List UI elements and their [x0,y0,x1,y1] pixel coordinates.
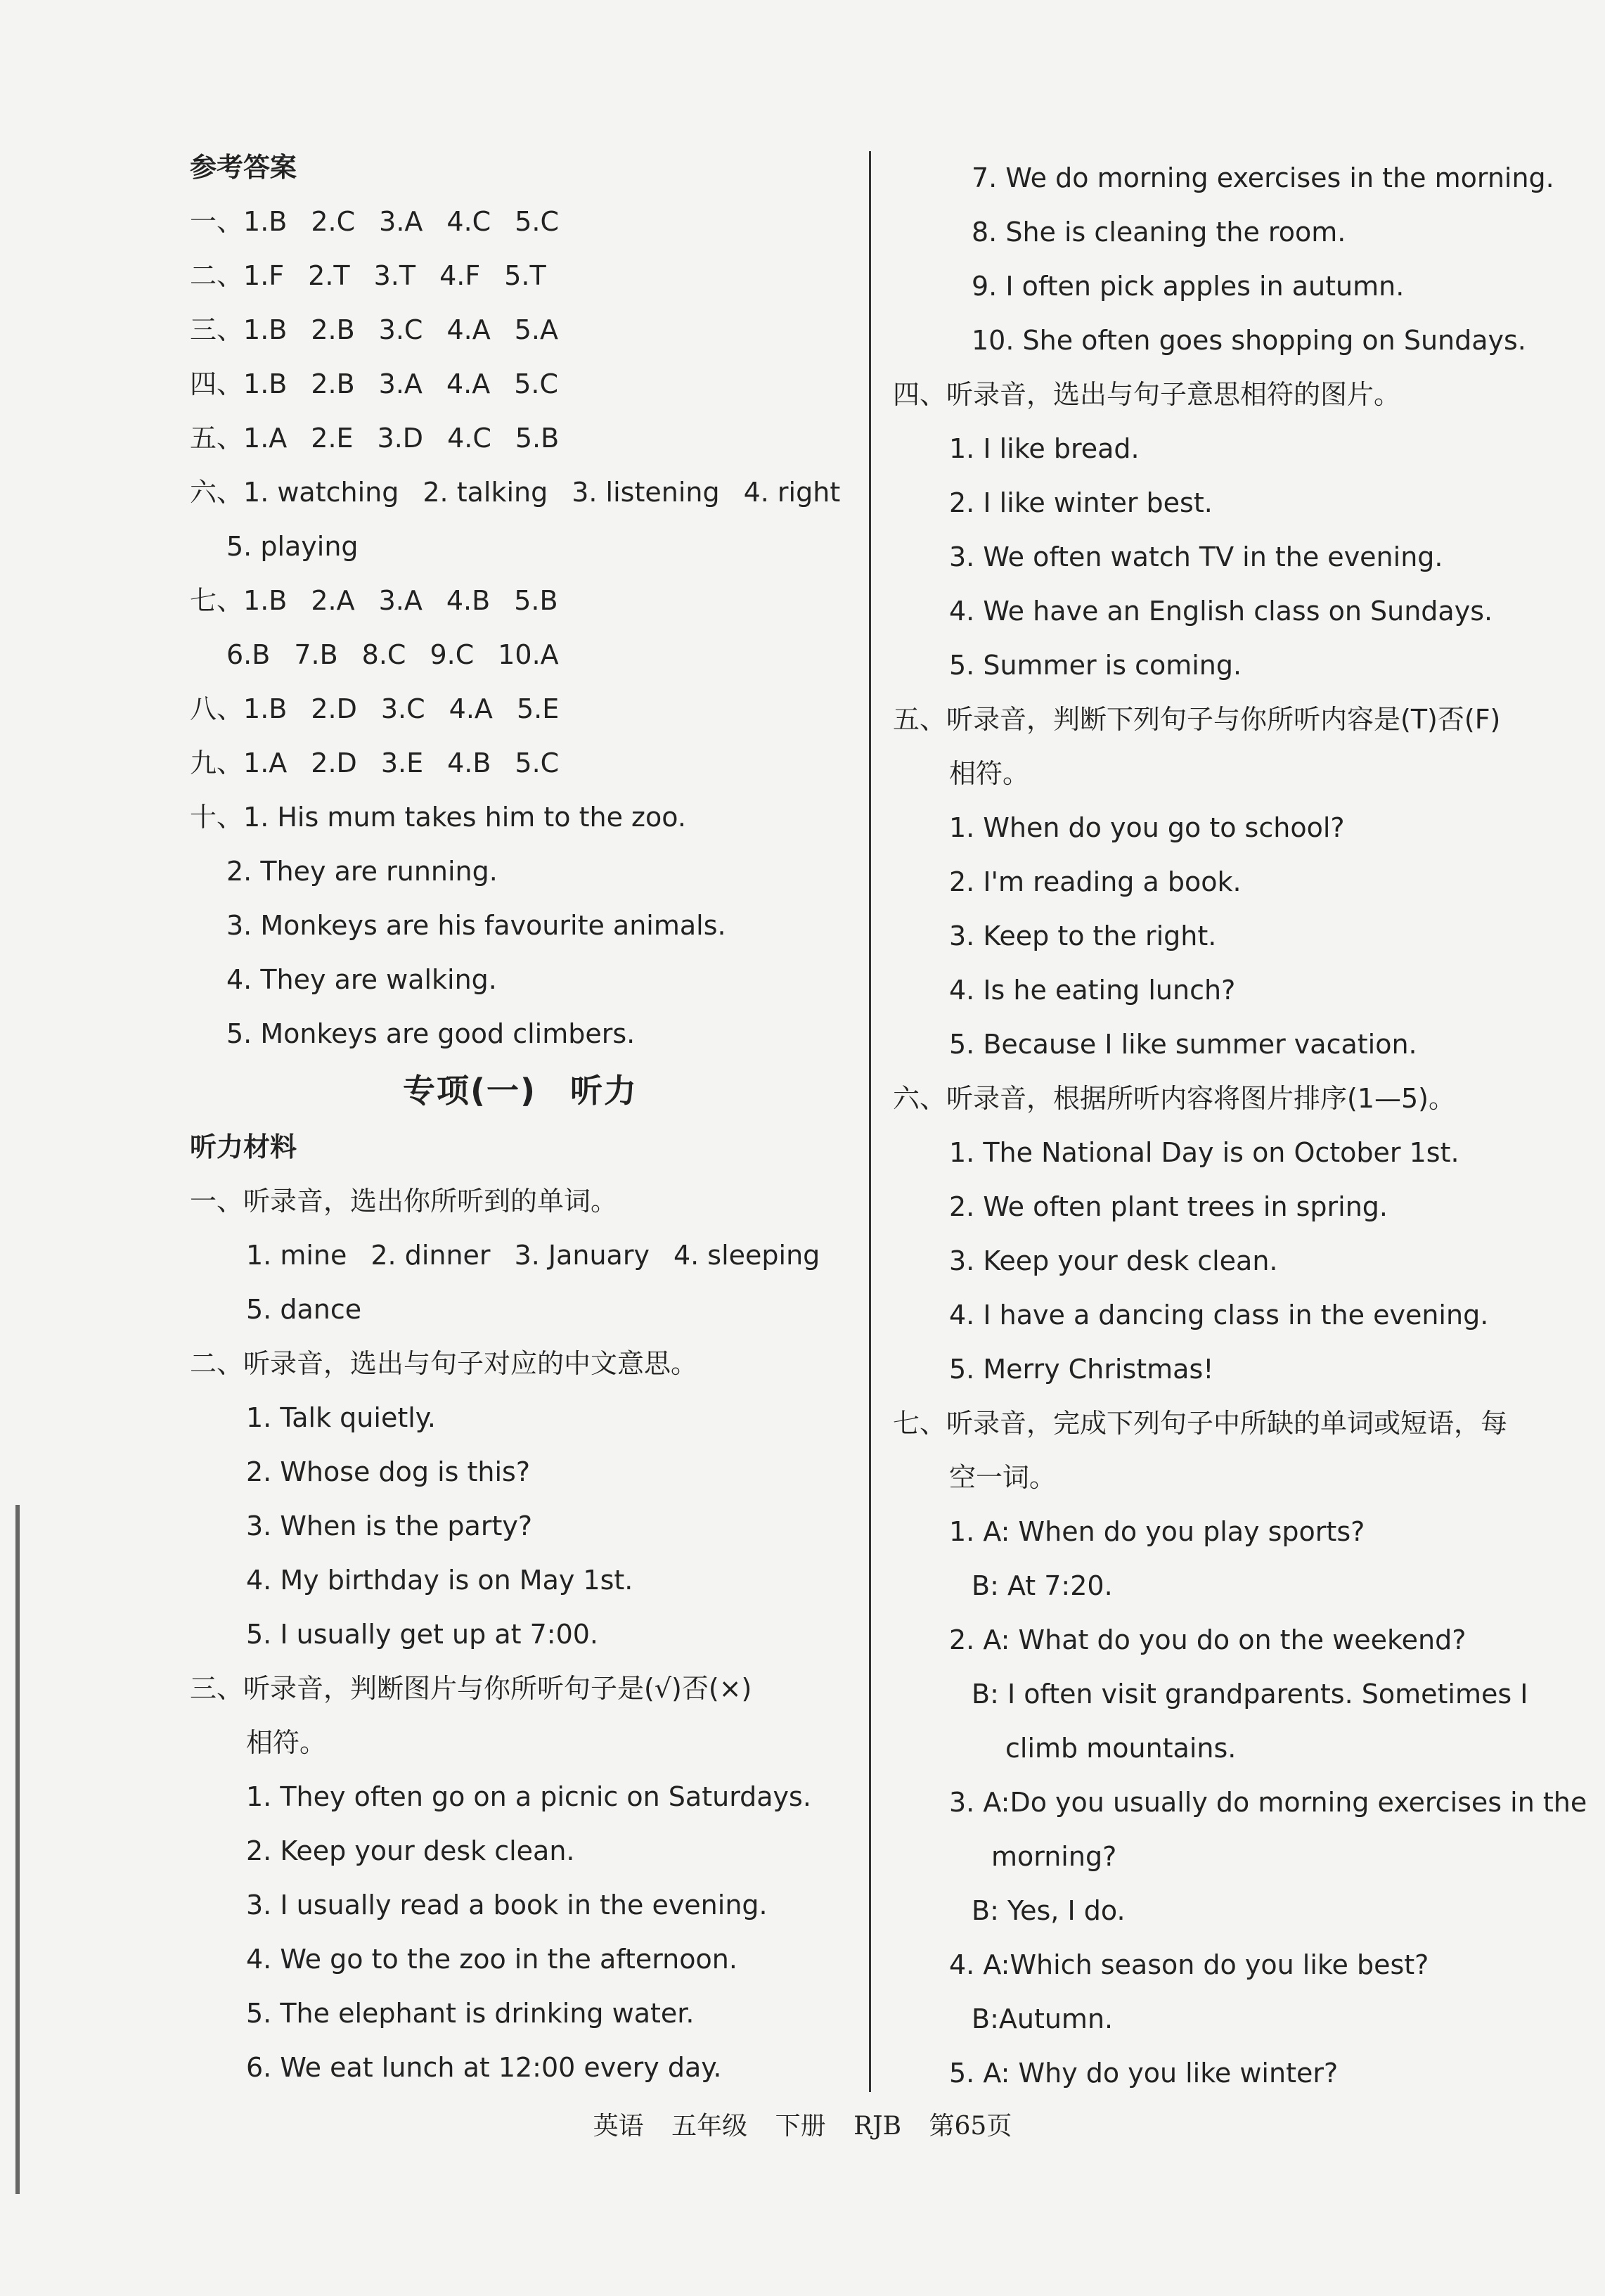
answer-row-3: 三、1.B 2.B 3.C 4.A 5.A [190,314,558,345]
section-2-item: 4. My birthday is on May 1st. [246,1565,633,1596]
section-7-title-cont: 空一词。 [949,1462,1057,1493]
section-3-title: 三、听录音，判断图片与你所听句子是(√)否(×) [190,1673,752,1704]
section-5-item: 5. Because I like summer vacation. [949,1029,1417,1060]
section-3-item: 10. She often goes shopping on Sundays. [972,325,1526,356]
answer-row-6-cont: 5. playing [226,531,359,562]
section-5-item: 3. Keep to the right. [949,921,1217,951]
answer-row-7-cont: 6.B 7.B 8.C 9.C 10.A [226,639,559,670]
footer-page-number: 第65页 [929,2112,1012,2141]
section-5-item: 1. When do you go to school? [949,812,1345,843]
answer-row-10: 十、1. His mum takes him to the zoo. [190,802,686,833]
answer-row-10-item: 3. Monkeys are his favourite animals. [226,910,726,941]
section-6-title: 六、听录音，根据所听内容将图片排序(1—5)。 [893,1083,1456,1114]
section-5-item: 2. I'm reading a book. [949,866,1242,897]
answer-row-10-item: 4. They are walking. [226,964,497,995]
section-1-words-cont: 5. dance [246,1294,362,1325]
section-5-title: 五、听录音，判断下列句子与你所听内容是(T)否(F) [893,704,1501,735]
section-2-item: 1. Talk quietly. [246,1402,436,1433]
footer-subject: 英语 [593,2112,644,2141]
material-heading: 听力材料 [190,1131,297,1162]
section-4-item: 4. We have an English class on Sundays. [949,596,1493,627]
section-2-title: 二、听录音，选出与句子对应的中文意思。 [190,1348,698,1379]
section-7-q2b: B: I often visit grandparents. Sometimes I [972,1679,1528,1710]
section-3-item: 8. She is cleaning the room. [972,217,1346,248]
section-3-item: 1. They often go on a picnic on Saturdays. [246,1781,811,1812]
section-2-item: 3. When is the party? [246,1511,532,1541]
right-column [893,151,1587,2101]
section-4-title: 四、听录音，选出与句子意思相符的图片。 [893,379,1401,410]
answer-row-8: 八、1.B 2.D 3.C 4.A 5.E [190,693,560,724]
page-footer [0,2106,1605,2142]
special-title: 专项(一) 听力 [402,1072,638,1110]
section-7-q5a: 5. A: Why do you like winter? [949,2058,1339,2089]
section-7-q4b: B:Autumn. [972,2003,1114,2034]
section-6-item: 2. We often plant trees in spring. [949,1191,1388,1222]
answer-heading: 参考答案 [190,152,297,183]
section-7-q3a: 3. A:Do you usually do morning exercises in the [949,1787,1587,1818]
section-7-q2c: climb mountains. [1005,1733,1237,1764]
section-2-item: 5. I usually get up at 7:00. [246,1619,598,1650]
section-1-words: 1. mine 2. dinner 3. January 4. sleeping [246,1240,820,1271]
section-3-item: 4. We go to the zoo in the afternoon. [246,1944,737,1975]
answer-row-9: 九、1.A 2.D 3.E 4.B 5.C [190,748,560,778]
section-4-item: 5. Summer is coming. [949,650,1242,681]
answer-row-2: 二、1.F 2.T 3.T 4.F 5.T [190,260,546,291]
answer-row-4: 四、1.B 2.B 3.A 4.A 5.C [190,368,558,399]
answer-row-10-item: 5. Monkeys are good climbers. [226,1018,636,1049]
section-6-item: 1. The National Day is on October 1st. [949,1137,1459,1168]
section-2-item: 2. Whose dog is this? [246,1456,531,1487]
footer-grade: 五年级 [671,2112,748,2141]
section-7-q3b: morning? [991,1841,1117,1872]
section-7-q4a: 4. A:Which season do you like best? [949,1949,1429,1980]
section-3-item: 2. Keep your desk clean. [246,1835,575,1866]
answer-row-10-item: 2. They are running. [226,856,498,887]
section-5-title-cont: 相符。 [949,758,1030,789]
answer-row-5: 五、1.A 2.E 3.D 4.C 5.B [190,423,560,454]
answer-row-7: 七、1.B 2.A 3.A 4.B 5.B [190,585,558,616]
section-4-item: 2. I like winter best. [949,487,1213,518]
section-4-item: 1. I like bread. [949,433,1140,464]
section-7-q3c: B: Yes, I do. [972,1895,1126,1926]
footer-volume: 下册 [775,2112,826,2141]
section-7-q1b: B: At 7:20. [972,1570,1113,1601]
section-6-item: 5. Merry Christmas! [949,1354,1214,1385]
scan-edge-mark [15,1505,20,2194]
section-3-item: 6. We eat lunch at 12:00 every day. [246,2052,722,2083]
answer-row-1: 一、1.B 2.C 3.A 4.C 5.C [190,206,559,237]
section-3-item: 5. The elephant is drinking water. [246,1998,695,2029]
section-3-item: 7. We do morning exercises in the morning. [972,162,1554,193]
left-column [190,141,851,2095]
section-7-q2a: 2. A: What do you do on the weekend? [949,1624,1467,1655]
section-7-title: 七、听录音，完成下列句子中所缺的单词或短语，每 [893,1408,1508,1439]
section-6-item: 3. Keep your desk clean. [949,1245,1278,1276]
answer-row-6: 六、1. watching 2. talking 3. listening 4. right [190,477,841,508]
section-3-title-cont: 相符。 [246,1727,327,1758]
section-4-item: 3. We often watch TV in the evening. [949,541,1443,572]
footer-edition: RJB [853,2112,902,2141]
section-3-item: 3. I usually read a book in the evening. [246,1890,768,1920]
section-5-item: 4. Is he eating lunch? [949,975,1236,1006]
section-6-item: 4. I have a dancing class in the evening. [949,1300,1489,1330]
column-divider [869,151,871,2092]
section-7-q1a: 1. A: When do you play sports? [949,1516,1365,1547]
section-1-title: 一、听录音，选出你所听到的单词。 [190,1186,618,1217]
section-3-item: 9. I often pick apples in autumn. [972,271,1405,302]
